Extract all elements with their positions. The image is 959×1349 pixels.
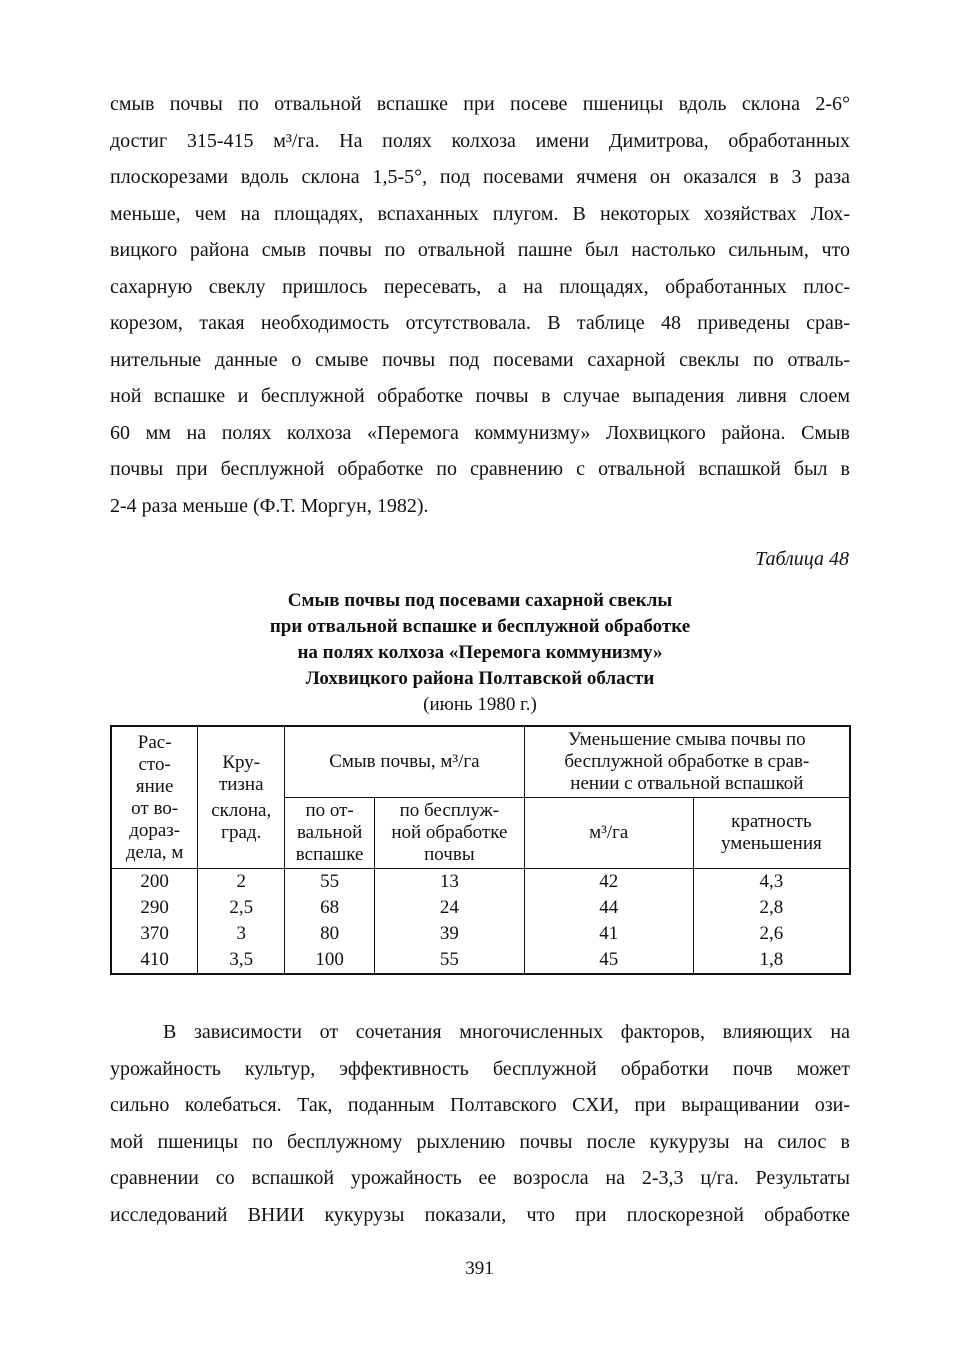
cell-no-plow: 39: [375, 921, 525, 947]
cell-ratio: 4,3: [693, 869, 850, 896]
text-line: 2-4 раза меньше (Ф.Т. Моргун, 1982).: [110, 494, 429, 517]
cell-slope: 2,5: [198, 895, 285, 921]
header-ratio: кратность уменьшения: [693, 798, 850, 869]
header-slope-bottom: склона, град.: [198, 798, 285, 869]
paragraph-1: [110, 86, 850, 524]
table-row: [111, 869, 850, 896]
table-row: [111, 947, 850, 974]
cell-no-plow: 55: [375, 947, 525, 974]
cell-no-plow: 24: [375, 895, 525, 921]
text-line: плоскорезами вдоль склона 1,5-5°, под посевами ячменя он оказался в 3 раза: [110, 166, 850, 188]
text-line: почвы при бесплужной обработке по сравнению с отвальной вспашкой был в: [110, 458, 850, 480]
header-erosion: Смыв почвы, м³/га: [285, 726, 525, 798]
text-line: сильно колебаться. Так, поданным Полтавского СХИ, при выращивании ози-: [110, 1094, 850, 1116]
text-line: достиг 315-415 м³/га. На полях колхоза имени Димитрова, обработанных: [110, 129, 850, 152]
text-line: мой пшеницы по бесплужному рыхлению почвы после кукурузы на силос в: [110, 1130, 850, 1153]
table-subheader-row: [111, 798, 850, 869]
paragraph-2: [110, 1014, 850, 1233]
text-line: вицкого района смыв почвы по отвальной пашне был настолько сильным, что: [110, 239, 850, 261]
header-reduction: Уменьшение смыва почвы по бесплужной обработке в срав- нении с отвальной вспашкой: [524, 726, 850, 798]
table-title-line: при отвальной вспашке и бесплужной обработке: [269, 616, 691, 637]
cell-slope: 2: [198, 869, 285, 896]
header-no-plow: по бесплуж- ной обработке почвы: [375, 798, 525, 869]
cell-plowing: 68: [285, 895, 375, 921]
text-line: меньше, чем на площадях, вспаханных плугом. В некоторых хозяйствах Лох-: [110, 202, 850, 225]
table-row: [111, 921, 850, 947]
cell-plowing: 55: [285, 869, 375, 896]
cell-slope: 3: [198, 921, 285, 947]
text-line: 60 мм на полях колхоза «Перемога коммунизму» Лохвицкого района. Смыв: [110, 421, 850, 444]
cell-no-plow: 13: [375, 869, 525, 896]
text-line: ной вспашке и бесплужной обработке почвы в случае выпадения ливня слоем: [110, 385, 850, 407]
table-title: [110, 588, 850, 718]
text-line: сахарную свеклу пришлось пересевать, а на площадях, обработанных плос-: [110, 275, 850, 298]
cell-slope: 3,5: [198, 947, 285, 974]
cell-m3ha: 45: [524, 947, 693, 974]
cell-m3ha: 41: [524, 921, 693, 947]
page-number: 391: [465, 1258, 494, 1279]
cell-distance: 290: [111, 895, 198, 921]
text-line: нительные данные о смыве почвы под посевами сахарной свеклы по отваль-: [110, 348, 850, 371]
text-line: корезом, такая необходимость отсутствовала. В таблице 48 приведены срав-: [110, 312, 850, 334]
table-date: (июнь 1980 г.): [423, 694, 537, 715]
text-line: смыв почвы по отвальной вспашке при посеве пшеницы вдоль склона 2-6°: [110, 93, 850, 115]
cell-plowing: 100: [285, 947, 375, 974]
text-line: исследований ВНИИ кукурузы показали, что при плоскорезной обработке: [110, 1203, 850, 1226]
cell-ratio: 2,8: [693, 895, 850, 921]
header-m3ha: м³/га: [524, 798, 693, 869]
cell-m3ha: 42: [524, 869, 693, 896]
cell-plowing: 80: [285, 921, 375, 947]
table-title-line: на полях колхоза «Перемога коммунизму»: [297, 642, 663, 663]
erosion-table: [110, 725, 851, 975]
cell-distance: 370: [111, 921, 198, 947]
text-line: В зависимости от сочетания многочисленных факторов, влияющих на: [163, 1021, 850, 1043]
table-header-row: [111, 726, 850, 798]
table-title-line: Смыв почвы под посевами сахарной свеклы: [287, 590, 673, 611]
table-row: [111, 895, 850, 921]
cell-ratio: 1,8: [693, 947, 850, 974]
header-distance: Рас- сто- яние от во- дораз- дела, м: [111, 726, 198, 869]
cell-ratio: 2,6: [693, 921, 850, 947]
table-title-line: Лохвицкого района Полтавской области: [305, 668, 655, 689]
table-label: Таблица 48: [755, 548, 849, 570]
text-line: урожайность культур, эффективность бесплужной обработки почв может: [110, 1057, 850, 1080]
cell-distance: 410: [111, 947, 198, 974]
header-plowing: по от- вальной вспашке: [285, 798, 375, 869]
cell-m3ha: 44: [524, 895, 693, 921]
header-slope-top: Кру- тизна: [198, 726, 285, 798]
text-line: сравнении со вспашкой урожайность ее возросла на 2-3,3 ц/га. Результаты: [110, 1167, 850, 1189]
cell-distance: 200: [111, 869, 198, 896]
